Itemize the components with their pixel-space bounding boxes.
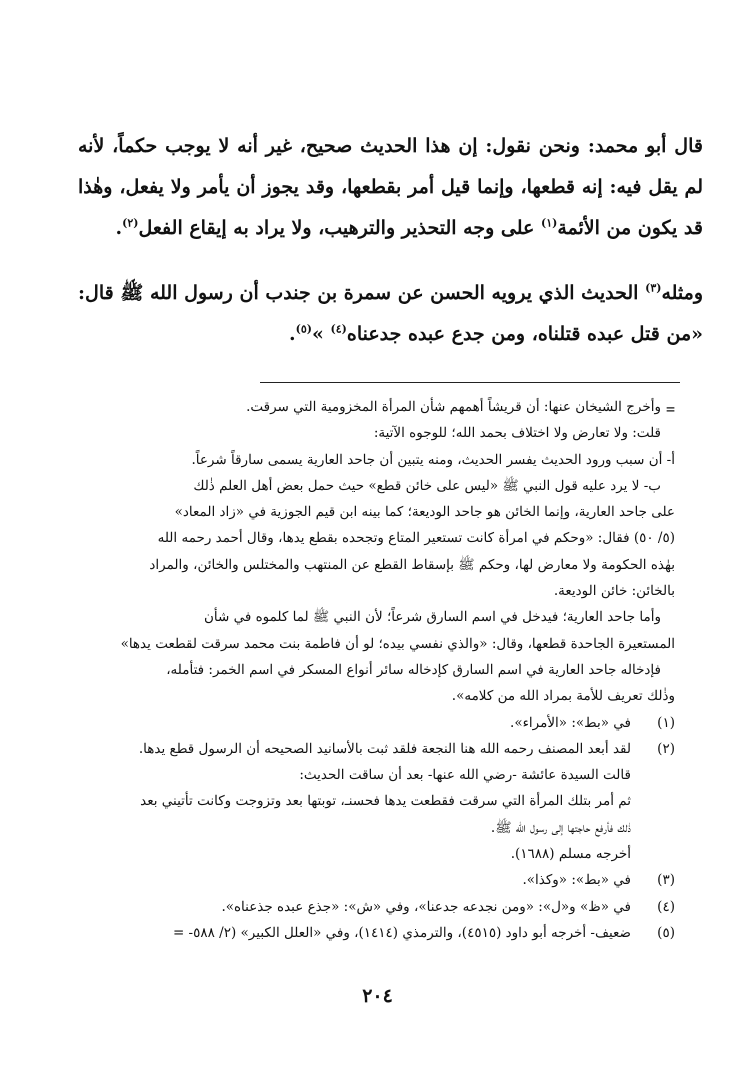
footnote-line: ثم أمر بتلك المرأة التي سرقت فقطعت يدها فحسنـ، توبتها بعد وتزوجت وكانت تأتيني بعد [140,793,631,810]
footnote-line: قالت السيدة عائشة -رضي الله عنها- بعد أن ساقت الحديث: [299,767,631,784]
footnote-text: في «بط»: «وكذا». [522,872,631,889]
footnote-item [70,736,675,762]
footnote-text: في «بط»: «الأمراء». [510,714,631,731]
footnote-line: بالخائن: خائن الوديعة. [553,583,675,600]
footnote-line: وأما جاحد العارية؛ فيدخل في اسم السارق شرعاً؛ لأن النبي ﷺ لما كلموه في شأن [203,609,661,626]
line: قال أبو محمد: ونحن نقول: إن هذا الحديث صحيح، غير أنه لا يوجب [165,135,703,157]
line: به إيقاع الفعل [138,217,249,239]
footnote-line: فإدخاله جاحد العارية في اسم السارق كإدخاله سائر أنواع المسكر في اسم الخمر: فتأمله، [166,661,661,678]
footnote-number: (١) [657,714,675,731]
footnote-text: لقد أبعد المصنف رحمه الله هنا النجعة فلقد ثبت بالأسانيد الصحيحه أن الرسول قطع يدها. [138,740,631,757]
line: الحديث الذي يرويه الحسن عن سمرة بن جندب أن رسول الله [149,282,639,304]
footnotes [70,394,675,946]
line: ﷺ قال: «من قتل عبده قتلناه، ومن جدع عبده جدعناه [78,282,703,345]
footnote-line: ب- لا يرد عليه قول النبي ﷺ «ليس على خائن قطع» حيث حمل بعض أهل العلم ذٰلك [193,477,661,494]
main-text [78,126,703,355]
footnote-item [70,920,675,946]
footnote-line: وذٰلك تعريف للأمة بمراد الله من كلامه». [451,688,675,705]
footnote-item [70,710,675,736]
footnote-line: قلت: ولا تعارض ولا اختلاف بحمد الله؛ للوجوه الآتية: [373,425,661,442]
footnote-line: المستعيرة الجاحدة قطعها، وقال: «والذي نفسي بيده؛ لو أن فاطمة بنت محمد سرقت لقطعت يدها» [120,635,675,652]
footnote-number: (٥) [657,924,675,941]
footnote-ref[interactable]: (٢) [122,216,139,230]
line: حكماً، لأنه لم يقل فيه: إنه قطعها، وإنما قيل أمر بقطعها، وقد يجوز أن يأمر [78,135,703,198]
footnote-line: بهٰذه الحكومة ولا معارض لها، وحكم ﷺ بإسقاط القطع عن المنتهب والمختلس والخائن، والمراد [149,556,675,573]
footnote-ref[interactable]: (٥) [295,322,312,336]
paragraph-2: ومثله$^{(٣)}$ الحديث الذي يرويه الحسن عن سمرة بن جندب أن رسول الله ﷺ قال: «من قتل عبده قتلناه، ومن جدع عبده جدعناه$^{(٤)}$ »$^{(٥)}$. [78,281,704,345]
footnote-ref[interactable]: (٣) [645,281,662,295]
footnote-text: في «ظ» و«ل»: «ومن نجدعه جدعنا»، وفي «ش»: «جذع عبده جذعناه». [221,898,631,915]
footnote-number: (٣) [657,872,675,889]
footnote-item [70,867,675,893]
footnote-number: (٤) [657,898,675,915]
footnote-number: (٢) [657,740,675,757]
footnote-line: ذٰلك فأرفع حاجتها إلى رسول الله ﷺ. [490,819,631,836]
footnote-line: أ- أن سبب ورود الحديث يفسر الحديث، ومنه يتبين أن جاحد العارية يسمى سارقاً شرعاً. [191,451,675,468]
footnote-line: وأخرج الشيخان عنها: أن قريشاً أهمهم شأن المرأة المخزومية التي سرقت. [246,399,661,415]
footnote-item [70,894,675,920]
page-number: ٢٠٤ [362,985,393,1007]
footnote-separator [260,382,680,383]
footnote-ref[interactable]: (١) [540,216,558,230]
footnote-line: (٥/ ٥٠) فقال: «وحكم في امرأة كانت تستعير المتاع وتجحده بقطع يدها، وقال أحمد رحمه الله [157,530,675,547]
footnote-text: ضعيف- أخرجه أبو داود (٤٥١٥)، والترمذي (١٤١٤)، وفي «العلل الكبير» (٢/ ٥٨٨- = [172,924,631,941]
line: ولا يفعل، وهٰذا قد يكون من الأئمة [78,176,703,239]
line: على وجه التحذير والترهيب، ولا يراد [255,217,535,239]
footnote-ref[interactable]: (٤) [330,322,347,336]
paragraph-1: قال أبو محمد: ونحن نقول: إن هذا الحديث صحيح، غير أنه لا يوجب حكماً، لأنه لم يقل فيه: إنه قطعها، وإنما قيل أمر بقطعها، وقد يجوز أن يأمر ولا يفعل، وهٰذا قد يكون من الأئمة$^{(١)}$ على وجه التحذير والترهيب، ولا يراد به إيقاع الفعل$^{(٢)}$. [78,135,703,239]
footnote-line: على جاحد العارية، وإنما الخائن هو جاحد الوديعة؛ كما بينه ابن قيم الجوزية في «زاد المعاد» [174,504,675,521]
line: ومثله [661,282,704,304]
continuation-mark: = [665,400,675,418]
line: » [312,323,324,345]
footnote-line: أخرجه مسلم (١٦٨٨). [510,846,631,863]
